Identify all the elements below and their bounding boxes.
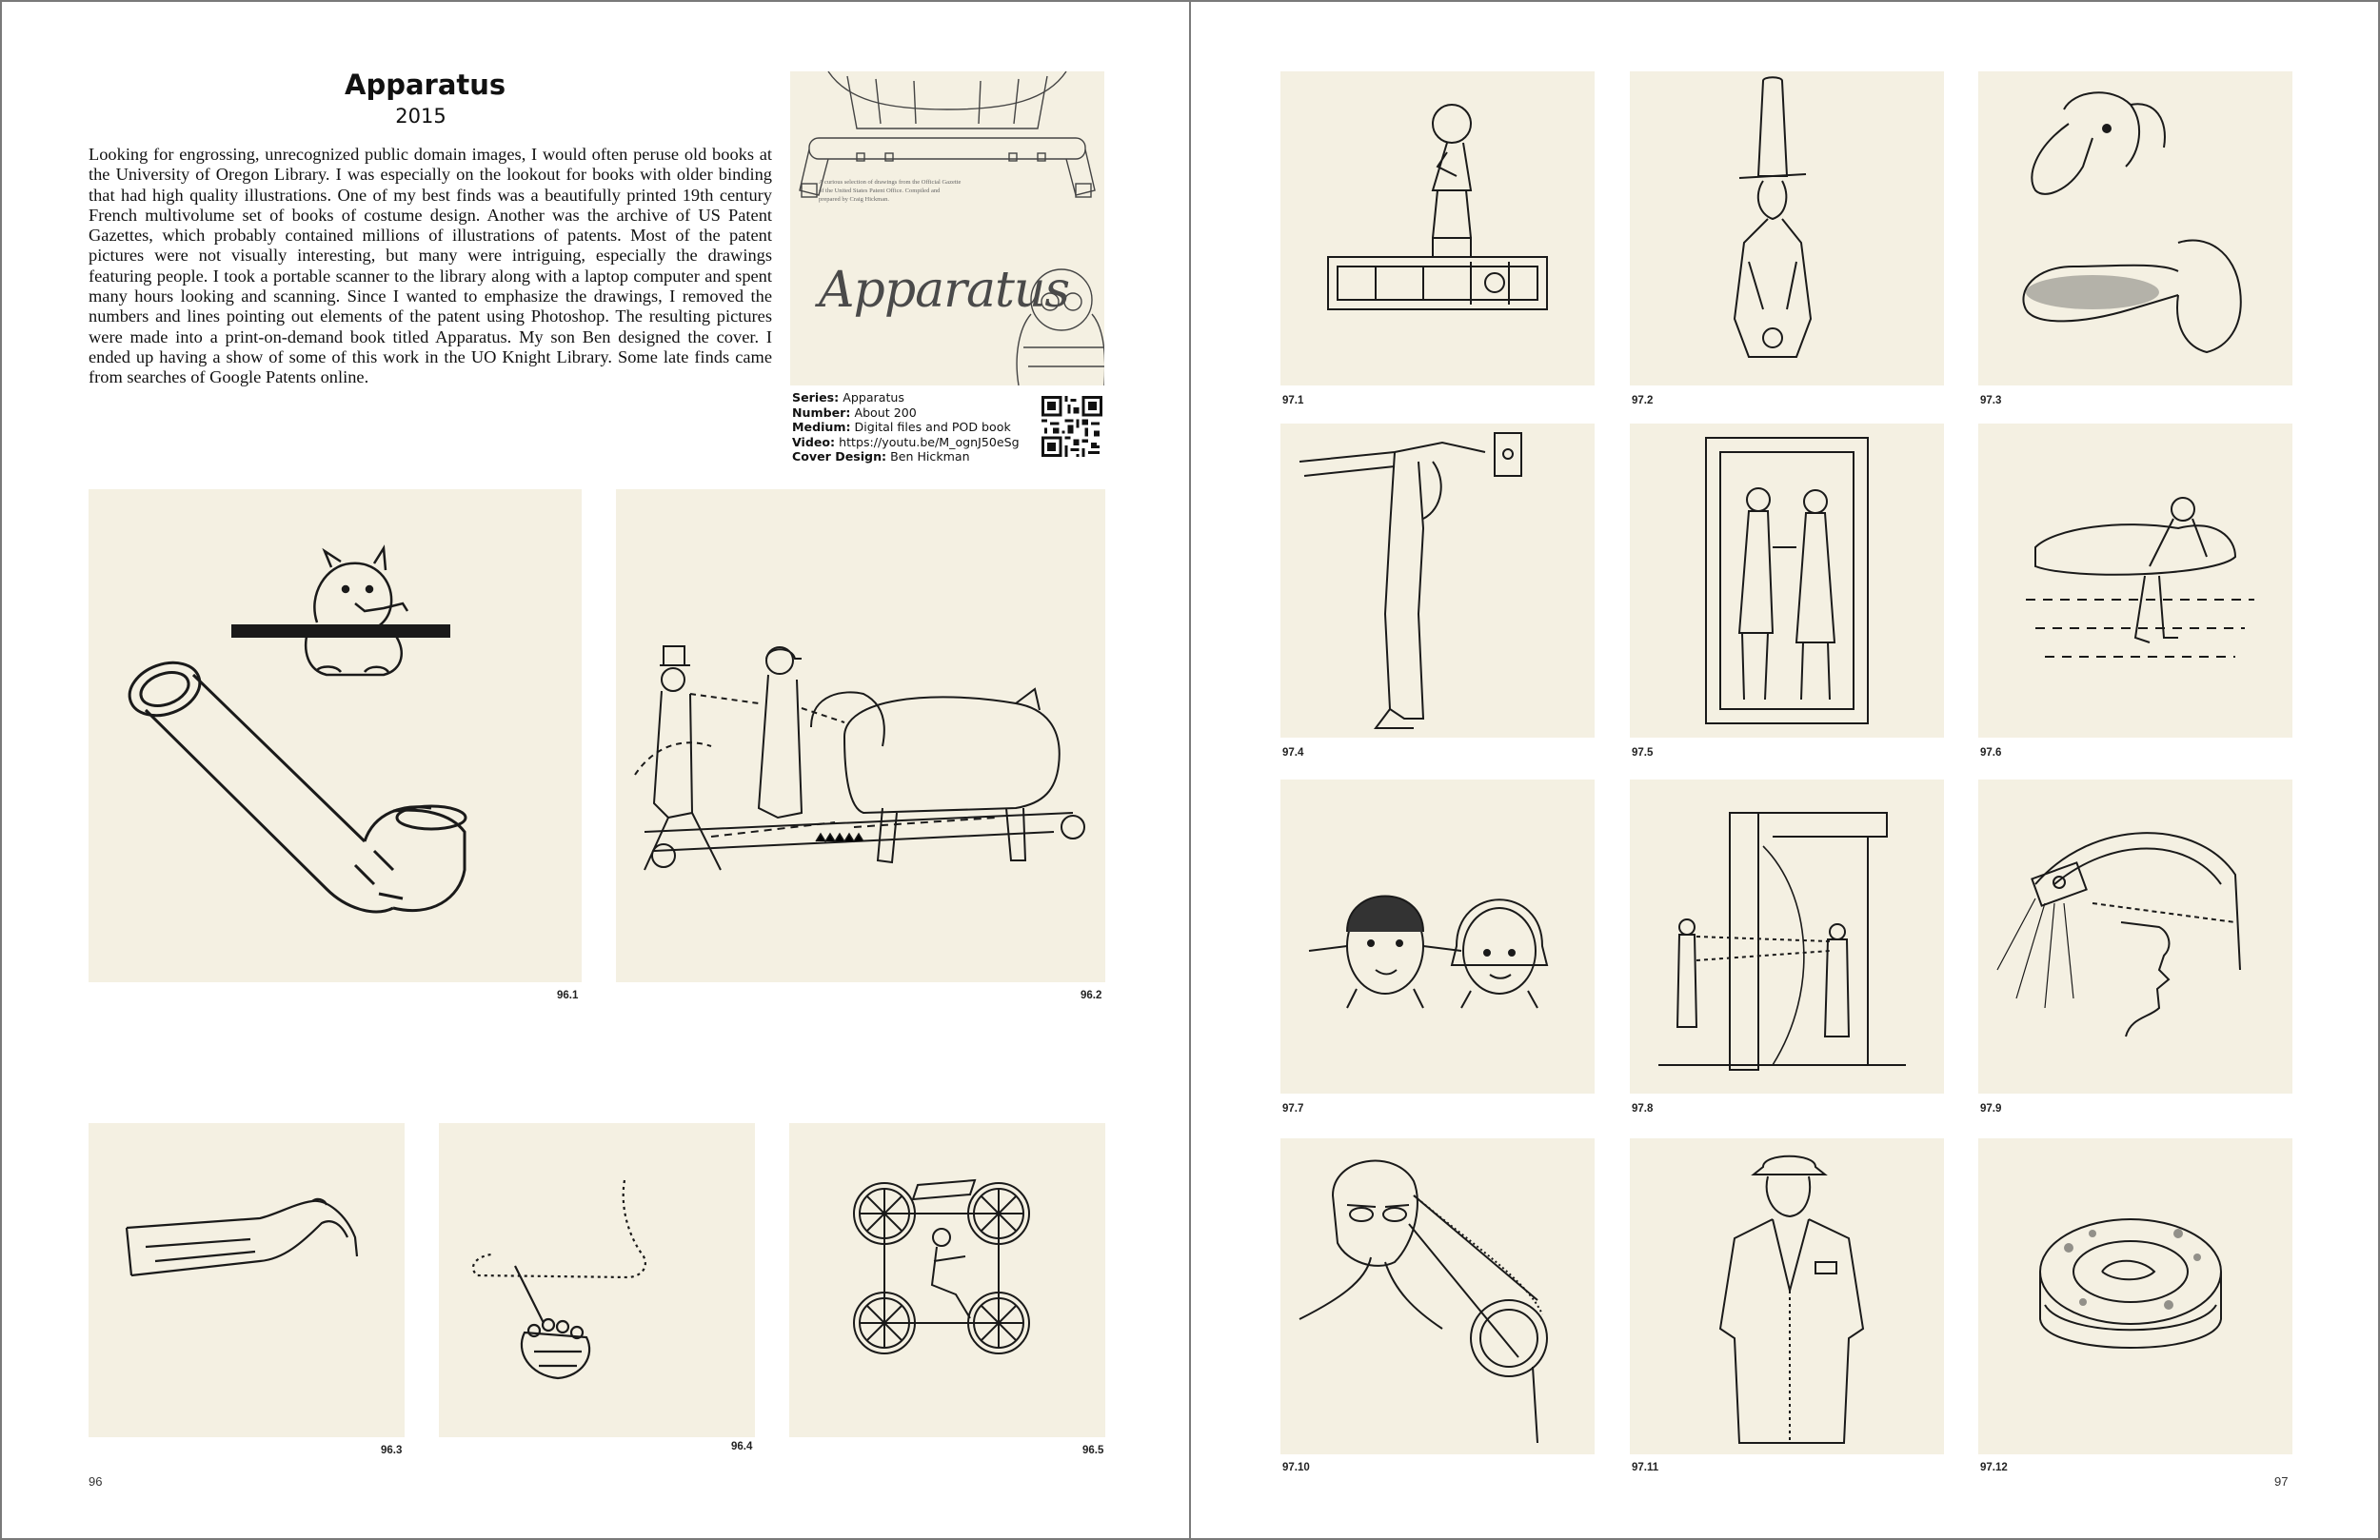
- cover-caption: A curious selection of drawings from the Official Gazette of the United States Patent Office. Compiled and prepared by Craig Hickman.: [819, 179, 962, 203]
- meta-series: Series: Apparatus: [792, 390, 904, 405]
- page-title: Apparatus: [345, 69, 506, 101]
- page-number: 96: [89, 1474, 103, 1489]
- plate-patent: [1280, 424, 1595, 738]
- plate-label: 97.10: [1282, 1462, 1310, 1473]
- foot-drawing: [439, 1123, 755, 1437]
- gallows-figures-drawing: [1630, 780, 1944, 1094]
- plate-foot: [439, 1123, 755, 1437]
- tall-hat-man-drawing: [1630, 71, 1944, 385]
- series-metadata: [792, 390, 1040, 464]
- meta-cover-design: Cover Design: Ben Hickman: [792, 449, 970, 464]
- hand-drawing: [89, 1123, 405, 1437]
- plate-man-pig: [616, 489, 1105, 982]
- plate-label: 97.7: [1282, 1103, 1304, 1115]
- figure-on-box-drawing: [1280, 71, 1595, 385]
- long-nose-drawing: [1978, 71, 2292, 385]
- body-text: Looking for engrossing, unrecognized public domain images, I would often peruse old books at the University of Oregon Library. I was especially on the lookout for books with older binding that had high quality illustrations. One of my best finds was a beautifully printed 19th century French multivolume set of books of costume design. Another was the archive of US Patent Gazettes, which probably contained millions of illustrations of patents. Most of the patent pictures were not visually interesting, but many were intriguing, especially the drawings featuring people. I took a portable scanner to the library along with a laptop computer and spent many hours looking and scanning. Since I wanted to emphasize the drawings, I removed the numbers and lines pointing out elements of the patent using Photoshop. The resulting pictures were made into a print-on-demand book titled Apparatus. My son Ben designed the cover. I ended up having a show of some of this work in the UO Knight Library. Some late finds came from searches of Google Patents online.: [89, 145, 772, 387]
- plate-label: 97.2: [1632, 395, 1654, 406]
- doorway-figures-drawing: [1630, 424, 1944, 738]
- plate-label: 97.4: [1282, 747, 1304, 759]
- plate-label: 96.2: [1081, 990, 1102, 1001]
- pipe-drawing: [89, 489, 582, 982]
- page-number: 97: [2274, 1474, 2289, 1489]
- page-year: 2015: [395, 105, 446, 128]
- spotlight-man-drawing: [1280, 1138, 1595, 1454]
- plate-patent: [1630, 780, 1944, 1094]
- handstand-figure-drawing: [1280, 424, 1595, 738]
- plate-label: 97.8: [1632, 1103, 1654, 1115]
- plate-patent: [1630, 71, 1944, 385]
- plate-patent: [1280, 71, 1595, 385]
- plate-patent: [1978, 424, 2292, 738]
- meta-number: Number: About 200: [792, 405, 917, 420]
- plate-label: 97.9: [1980, 1103, 2002, 1115]
- plate-label: 97.12: [1980, 1462, 2008, 1473]
- visor-light-drawing: [1978, 780, 2292, 1094]
- plate-patent: [1978, 1138, 2292, 1454]
- meta-video[interactable]: Video: https://youtu.be/M_ognJ50eSg: [792, 434, 1020, 449]
- qr-code-icon[interactable]: [1041, 395, 1102, 458]
- plate-bicycle: [789, 1123, 1105, 1437]
- suited-man-drawing: [1630, 1138, 1944, 1454]
- plate-label: 96.1: [557, 990, 579, 1001]
- plate-label: 97.3: [1980, 395, 2002, 406]
- plate-label: 96.4: [731, 1441, 753, 1452]
- plate-hand: [89, 1123, 405, 1437]
- cover-illustration: [790, 71, 1104, 385]
- plate-patent: [1978, 780, 2292, 1094]
- meta-medium: Medium: Digital files and POD book: [792, 420, 1011, 434]
- plate-label: 97.6: [1980, 747, 2002, 759]
- bicycle-drawing: [789, 1123, 1105, 1437]
- book-cover: [790, 71, 1104, 385]
- cover-script-title: Apparatus: [819, 262, 1070, 319]
- plate-patent: [1630, 424, 1944, 738]
- plate-pipe: [89, 489, 582, 982]
- plate-label: 96.5: [1082, 1445, 1104, 1456]
- plate-patent: [1280, 1138, 1595, 1454]
- plate-label: 97.11: [1632, 1462, 1659, 1473]
- plate-label: 97.5: [1632, 747, 1654, 759]
- two-heads-drawing: [1280, 780, 1595, 1094]
- plate-label: 97.1: [1282, 395, 1304, 406]
- plate-patent: [1280, 780, 1595, 1094]
- right-page: [1190, 0, 2380, 1540]
- pet-bed-drawing: [1978, 1138, 2292, 1454]
- man-pig-drawing: [616, 489, 1105, 982]
- plate-label: 96.3: [381, 1445, 403, 1456]
- plate-patent: [1978, 71, 2292, 385]
- plate-patent: [1630, 1138, 1944, 1454]
- water-float-drawing: [1978, 424, 2292, 738]
